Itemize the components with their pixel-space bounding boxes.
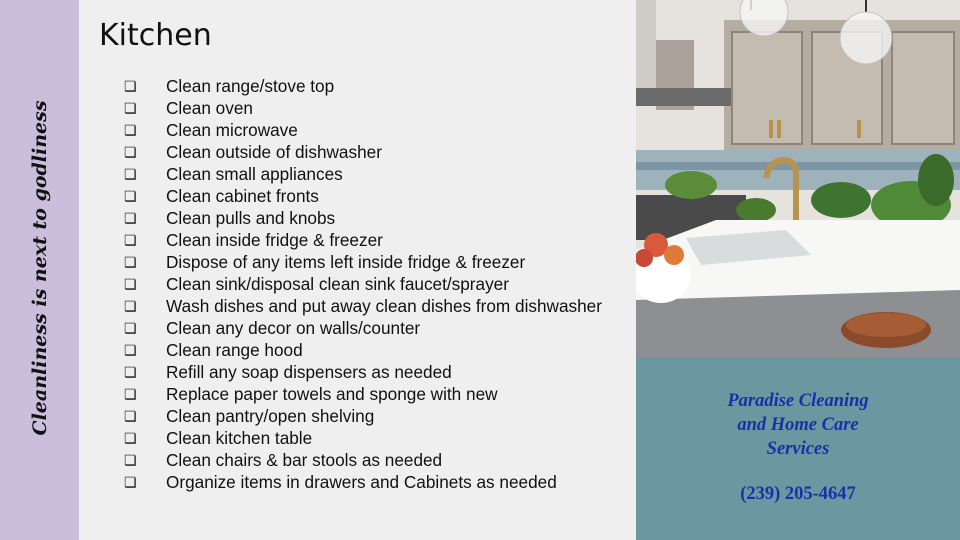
- company-name-line: Paradise Cleaning: [727, 391, 869, 411]
- kitchen-photo: [636, 0, 960, 357]
- checklist-item-label: Clean pulls and knobs: [166, 208, 336, 228]
- checkbox-icon: ❏: [124, 78, 137, 94]
- checklist-item: [124, 361, 629, 383]
- tagline: Cleanliness is next to godliness: [29, 100, 51, 436]
- checklist: [124, 75, 629, 493]
- checklist-item-label: Clean range/stove top: [166, 76, 335, 96]
- checkbox-icon: ❏: [124, 474, 137, 490]
- checklist-item-label: Replace paper towels and sponge with new: [166, 384, 498, 404]
- contact-panel: [636, 357, 960, 540]
- checklist-item: [124, 295, 629, 317]
- checkbox-icon: ❏: [124, 364, 137, 380]
- checkbox-icon: ❏: [124, 276, 137, 292]
- checkbox-icon: ❏: [124, 232, 137, 248]
- checklist-item-label: Clean range hood: [166, 340, 303, 360]
- checkbox-icon: ❏: [124, 320, 137, 336]
- checkbox-icon: ❏: [124, 144, 137, 160]
- checklist-item: [124, 471, 629, 493]
- checkbox-icon: ❏: [124, 254, 137, 270]
- checklist-item-label: Clean small appliances: [166, 164, 343, 184]
- checklist-item-label: Clean oven: [166, 98, 253, 118]
- checklist-item-label: Clean pantry/open shelving: [166, 406, 375, 426]
- checklist-item-label: Refill any soap dispensers as needed: [166, 362, 452, 382]
- checkbox-icon: ❏: [124, 122, 137, 138]
- checkbox-icon: ❏: [124, 166, 137, 182]
- checklist-item: [124, 163, 629, 185]
- checklist-item: [124, 427, 629, 449]
- checklist-item-label: Clean microwave: [166, 120, 298, 140]
- company-name-line: and Home Care: [737, 415, 859, 435]
- checklist-item: [124, 75, 629, 97]
- checklist-item-label: Wash dishes and put away clean dishes from dishwasher: [166, 296, 602, 316]
- checklist-item-label: Clean sink/disposal clean sink faucet/sprayer: [166, 274, 509, 294]
- checklist-item-label: Dispose of any items left inside fridge & freezer: [166, 252, 526, 272]
- checklist-item: [124, 449, 629, 471]
- checkbox-icon: ❏: [124, 210, 137, 226]
- checklist-item-label: Clean chairs & bar stools as needed: [166, 450, 443, 470]
- checklist-item: [124, 207, 629, 229]
- checkbox-icon: ❏: [124, 100, 137, 116]
- sidebar-band: [0, 0, 79, 540]
- checklist-item-label: Clean any decor on walls/counter: [166, 318, 421, 338]
- checklist-item: [124, 405, 629, 427]
- checklist-item: [124, 185, 629, 207]
- checklist-item-label: Clean inside fridge & freezer: [166, 230, 383, 250]
- checklist-item: [124, 141, 629, 163]
- checklist-item-label: Clean cabinet fronts: [166, 186, 319, 206]
- checklist-item: [124, 251, 629, 273]
- checklist-item: [124, 317, 629, 339]
- checklist-item: [124, 97, 629, 119]
- main-content: [79, 0, 636, 540]
- checkbox-icon: ❏: [124, 430, 137, 446]
- page-title: Kitchen: [99, 18, 212, 53]
- company-name: [636, 389, 960, 461]
- checkbox-icon: ❏: [124, 386, 137, 402]
- checklist-item: [124, 119, 629, 141]
- checkbox-icon: ❏: [124, 188, 137, 204]
- checklist-item-label: Organize items in drawers and Cabinets as needed: [166, 472, 557, 492]
- kitchen-illustration: [636, 0, 960, 357]
- checkbox-icon: ❏: [124, 342, 137, 358]
- checklist-item-label: Clean outside of dishwasher: [166, 142, 382, 162]
- checklist-item: [124, 229, 629, 251]
- company-name-line: Services: [766, 439, 830, 459]
- checklist-item-label: Clean kitchen table: [166, 428, 313, 448]
- phone-number: (239) 205-4647: [740, 484, 856, 504]
- checklist-item: [124, 339, 629, 361]
- checklist-item: [124, 273, 629, 295]
- checkbox-icon: ❏: [124, 452, 137, 468]
- checkbox-icon: ❏: [124, 408, 137, 424]
- checklist-item: [124, 383, 629, 405]
- checkbox-icon: ❏: [124, 298, 137, 314]
